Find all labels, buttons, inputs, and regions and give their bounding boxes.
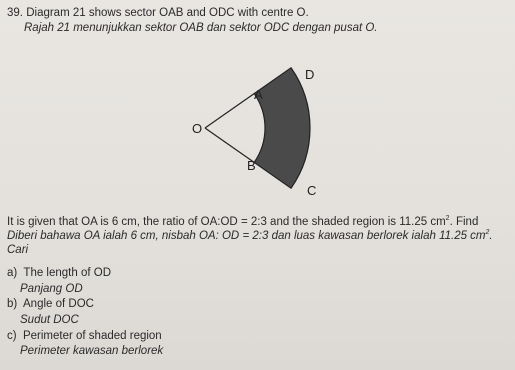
label-B: B xyxy=(247,158,256,173)
given-en-area-sup: 2 xyxy=(445,215,450,222)
part-b-en xyxy=(7,297,94,311)
label-D: D xyxy=(305,67,315,82)
part-a-ms: Panjang OD xyxy=(20,283,83,295)
label-O: O xyxy=(192,121,203,136)
sector-diagram xyxy=(190,58,340,198)
question-title-en: Diagram 21 shows sector OAB and ODC with centre O. xyxy=(26,7,309,19)
given-ms xyxy=(7,226,493,243)
given-ms-end: . xyxy=(489,229,493,242)
part-a-text: The length of OD xyxy=(23,267,111,279)
given-en-part-a: It is given that OA is 6 cm, the ratio of OA:OD xyxy=(7,215,238,228)
given-en-ratio: = 2:3 xyxy=(240,215,267,228)
question-title-ms: Rajah 21 menunjukkan sektor OAB dan sektor ODC dengan pusat O. xyxy=(24,22,378,34)
given-ms-ratio: = 2:3 xyxy=(242,229,269,242)
question-number xyxy=(7,6,309,20)
given-en-part-b: and the shaded region is xyxy=(270,215,397,228)
radius-OA xyxy=(205,94,254,128)
part-c-en xyxy=(7,329,162,343)
given-ms-area: 11.25 cm xyxy=(439,229,486,242)
shaded-region xyxy=(254,68,310,188)
question-number-text: 39. xyxy=(7,7,23,19)
given-en-find: . Find xyxy=(449,215,479,228)
part-b-text: Angle of DOC xyxy=(23,298,94,310)
part-c-ms: Perimeter kawasan berlorek xyxy=(20,345,164,357)
part-a-en xyxy=(7,266,111,280)
given-en-area: 11.25 cm xyxy=(399,215,446,228)
cari-label: Cari xyxy=(7,244,29,256)
part-c-text: Perimeter of shaded region xyxy=(22,330,162,342)
given-ms-part-a: Diberi bahawa OA ialah 6 cm, nisbah OA: OD xyxy=(7,229,240,242)
given-ms-area-sup: 2 xyxy=(485,229,490,236)
part-c-label: c) xyxy=(7,330,17,342)
part-a-label: a) xyxy=(7,267,18,279)
part-b-ms: Sudut DOC xyxy=(20,314,79,326)
part-b-label: b) xyxy=(7,298,18,310)
given-ms-part-b: dan luas kawasan berlorek ialah xyxy=(271,229,436,242)
label-C: C xyxy=(307,183,317,198)
label-A: A xyxy=(254,87,263,102)
